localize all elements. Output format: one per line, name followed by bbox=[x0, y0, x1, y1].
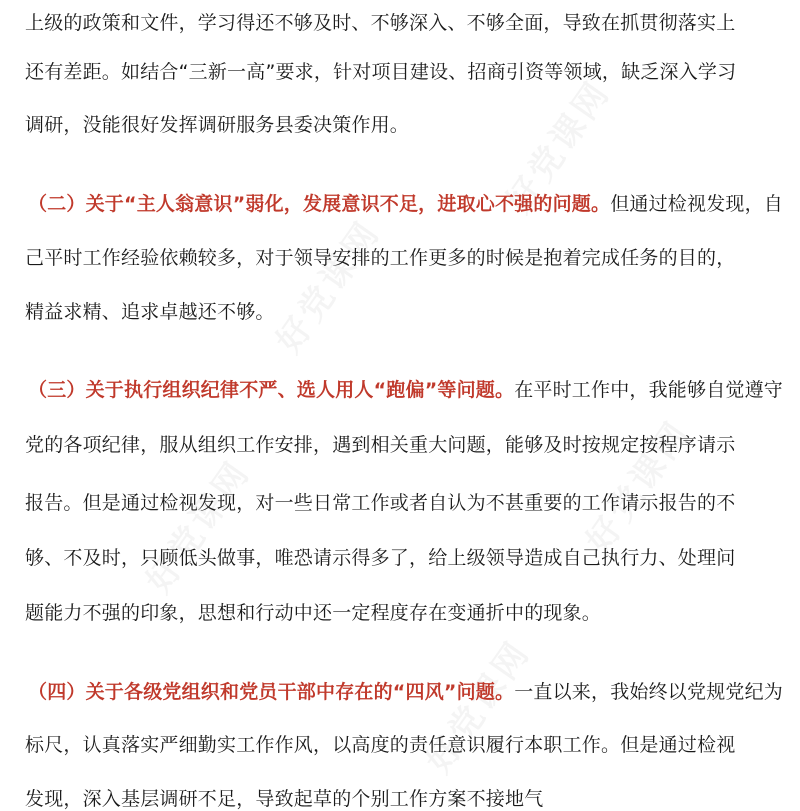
paragraph-line: 报告。但是通过检视发现，对一些日常工作或者自认为不甚重要的工作请示报告的不 bbox=[25, 492, 736, 514]
section-heading: （四）关于各级党组织和党员干部中存在的“四风”问题。 bbox=[28, 681, 515, 703]
paragraph-text: 在平时工作中，我能够自觉遵守 bbox=[514, 379, 783, 401]
paragraph-line: 调研，没能很好发挥调研服务县委决策作用。 bbox=[25, 114, 410, 136]
paragraph-line: 发现，深入基层调研不足，导致起草的个别工作方案不接地气 bbox=[25, 788, 544, 810]
paragraph-first-line bbox=[28, 680, 783, 704]
paragraph-line: 够、不及时，只顾低头做事，唯恐请示得多了，给上级领导造成自己执行力、处理问 bbox=[25, 547, 736, 569]
watermark bbox=[262, 208, 389, 361]
paragraph-line: 标尺，认真落实严细勤实工作作风，以高度的责任意识履行本职工作。但是通过检视 bbox=[25, 734, 736, 756]
paragraph-text: 一直以来，我始终以党规党纪为 bbox=[514, 681, 783, 703]
paragraph-line: 还有差距。如结合“三新一高”要求，针对项目建设、招商引资等领域，缺乏深入学习 bbox=[25, 61, 737, 83]
paragraph-line: 精益求精、追求卓越还不够。 bbox=[25, 301, 275, 323]
section-heading: （三）关于执行组织纪律不严、选人用人“跑偏”等问题。 bbox=[28, 379, 515, 401]
paragraph-first-line bbox=[28, 192, 783, 216]
paragraph-text: 但通过检视发现，自 bbox=[610, 193, 783, 215]
section-heading: （二）关于“主人翁意识”弱化，发展意识不足，进取心不强的问题。 bbox=[28, 193, 611, 215]
watermark bbox=[572, 408, 699, 561]
paragraph-line: 题能力不强的印象，思想和行动中还一定程度存在变通折中的现象。 bbox=[25, 602, 602, 624]
watermark bbox=[132, 448, 259, 601]
paragraph-first-line bbox=[28, 378, 783, 402]
paragraph-line: 己平时工作经验依赖较多，对于领导安排的工作更多的时候是抱着完成任务的目的， bbox=[25, 247, 736, 269]
paragraph-line: 党的各项纪律，服从组织工作安排，遇到相关重大问题，能够及时按规定按程序请示 bbox=[25, 434, 736, 456]
watermark bbox=[412, 628, 539, 781]
paragraph-line: 上级的政策和文件，学习得还不够及时、不够深入、不够全面，导致在抓贯彻落实上 bbox=[25, 12, 736, 34]
